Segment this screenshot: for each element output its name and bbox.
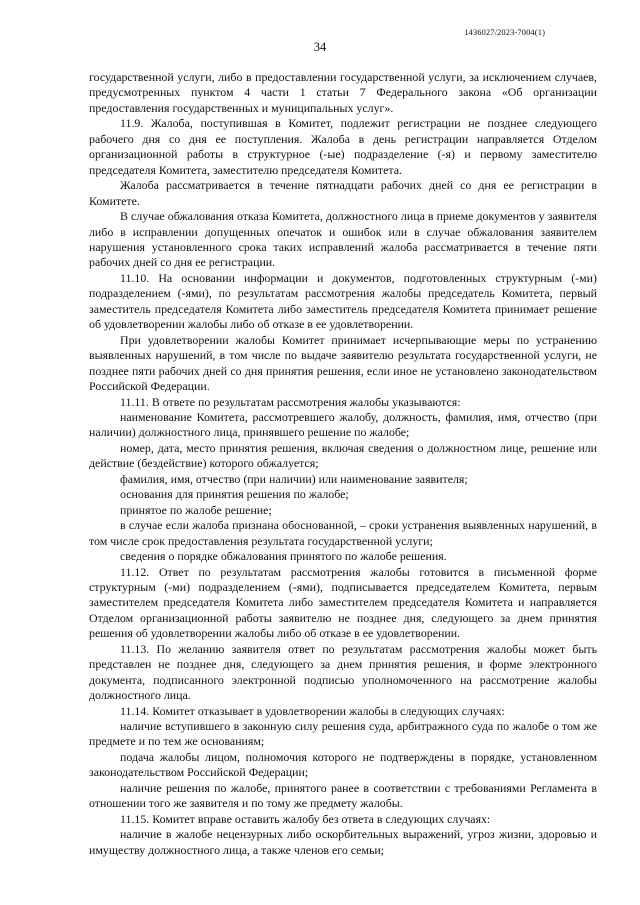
- paragraph-11-13: 11.13. По желанию заявителя ответ по результатам рассмотрения жалобы может быть представлен не позднее дня, следующего за днем принятия решения, в форме электронного документа, подписанного электронной подписью уполномоченного на рассмотрение жалобы должностного лица.: [89, 641, 597, 703]
- document-number: 1436027/2023-7004(1): [464, 27, 545, 37]
- list-item: в случае если жалоба признана обоснованной, – сроки устранения выявленных нарушений, в том числе срок предоставления результата государственной услуги;: [89, 518, 597, 548]
- page-number: 34: [313, 40, 327, 54]
- list-item: основания для принятия решения по жалобе;: [120, 487, 349, 502]
- paragraph-refusal-appeal: В случае обжалования отказа Комитета, должностного лица в приеме документов у заявителя либо в исправлении допущенных опечаток и ошибок или в случае обжалования заявителем нарушения установленного срока таких исправлений жалоба рассматривается в течение пяти рабочих дней со дня ее регистрации.: [89, 209, 597, 270]
- paragraph-satisfaction-measures: При удовлетворении жалобы Комитет принимает исчерпывающие меры по устранению выявленных нарушений, в том числе по выдаче заявителю результата государственной услуги, не позднее пяти рабочих дней со дня принятия решения, если иное не установлено законодательством Российской Федерации.: [89, 332, 597, 394]
- list-item: номер, дата, место принятия решения, включая сведения о должностном лице, решение или действие (бездействие) которого обжалуется;: [89, 440, 597, 471]
- paragraph-11-12: 11.12. Ответ по результатам рассмотрения жалобы готовится в письменной форме структурным (-ми) подразделением (-ями), подписывается председателем Комитета, первым заместителем председателя Комитета либо заместителем председателя Комитета и направляется Отделом организационной работы заявителю не позднее дня, следующего за днем принятия решения об удовлетворении жалобы либо об отказе в ее удовлетворении.: [89, 564, 597, 641]
- list-item: наличие в жалобе нецензурных либо оскорбительных выражений, угроз жизни, здоровью и имуществу должностного лица, а также членов его семьи;: [89, 827, 597, 857]
- list-item: наличие вступившего в законную силу решения суда, арбитражного суда по жалобе о том же предмете и по тем же основаниям;: [89, 719, 597, 749]
- paragraph-11-14: 11.14. Комитет отказывает в удовлетворении жалобы в следующих случаях:: [120, 703, 505, 718]
- list-item: наименование Комитета, рассмотревшего жалобу, должность, фамилия, имя, отчество (при наличии) должностного лица, принявшего решение по жалобе;: [89, 409, 597, 440]
- list-item: подача жалобы лицом, полномочия которого не подтверждены в порядке, установленном законодательством Российской Федерации;: [89, 749, 597, 780]
- list-item: сведения о порядке обжалования принятого по жалобе решения.: [120, 549, 447, 564]
- paragraph-11-15: 11.15. Комитет вправе оставить жалобу без ответа в следующих случаях:: [120, 811, 491, 826]
- list-item: фамилия, имя, отчество (при наличии) или наименование заявителя;: [120, 471, 468, 486]
- paragraph-11-10: 11.10. На основании информации и документов, подготовленных структурным (-ми) подразделением (-ями), по результатам рассмотрения жалобы председатель Комитета, первый заместитель председателя Комитета либо заместитель председателя Комитета принимает решение об удовлетворении жалобы либо об отказе в ее удовлетворении.: [89, 270, 597, 332]
- paragraph-11-11: 11.11. В ответе по результатам рассмотрения жалобы указываются:: [120, 394, 461, 409]
- paragraph-continuation: государственной услуги, либо в предоставлении государственной услуги, за исключением случаев, предусмотренных пунктом 4 части 1 статьи 7 Федерального закона «Об организации предоставления государственных и муниципальных услуг».: [89, 70, 597, 115]
- list-item: принятое по жалобе решение;: [120, 502, 272, 517]
- document-body: [89, 70, 597, 858]
- paragraph-11-9: 11.9. Жалоба, поступившая в Комитет, подлежит регистрации не позднее следующего рабочего дня со дня ее поступления. Жалоба в день регистрации направляется Отделом организационной работы в структурное (-ые) подразделение (-я) и первому заместителю председателя Комитета, заместителю председателя Комитета.: [89, 116, 597, 177]
- paragraph-review-term: Жалоба рассматривается в течение пятнадцати рабочих дней со дня ее регистрации в Комитете.: [89, 178, 597, 208]
- list-item: наличие решения по жалобе, принятого ранее в соответствии с требованиями Регламента в отношении того же заявителя и по тому же предмету жалобы.: [89, 780, 597, 811]
